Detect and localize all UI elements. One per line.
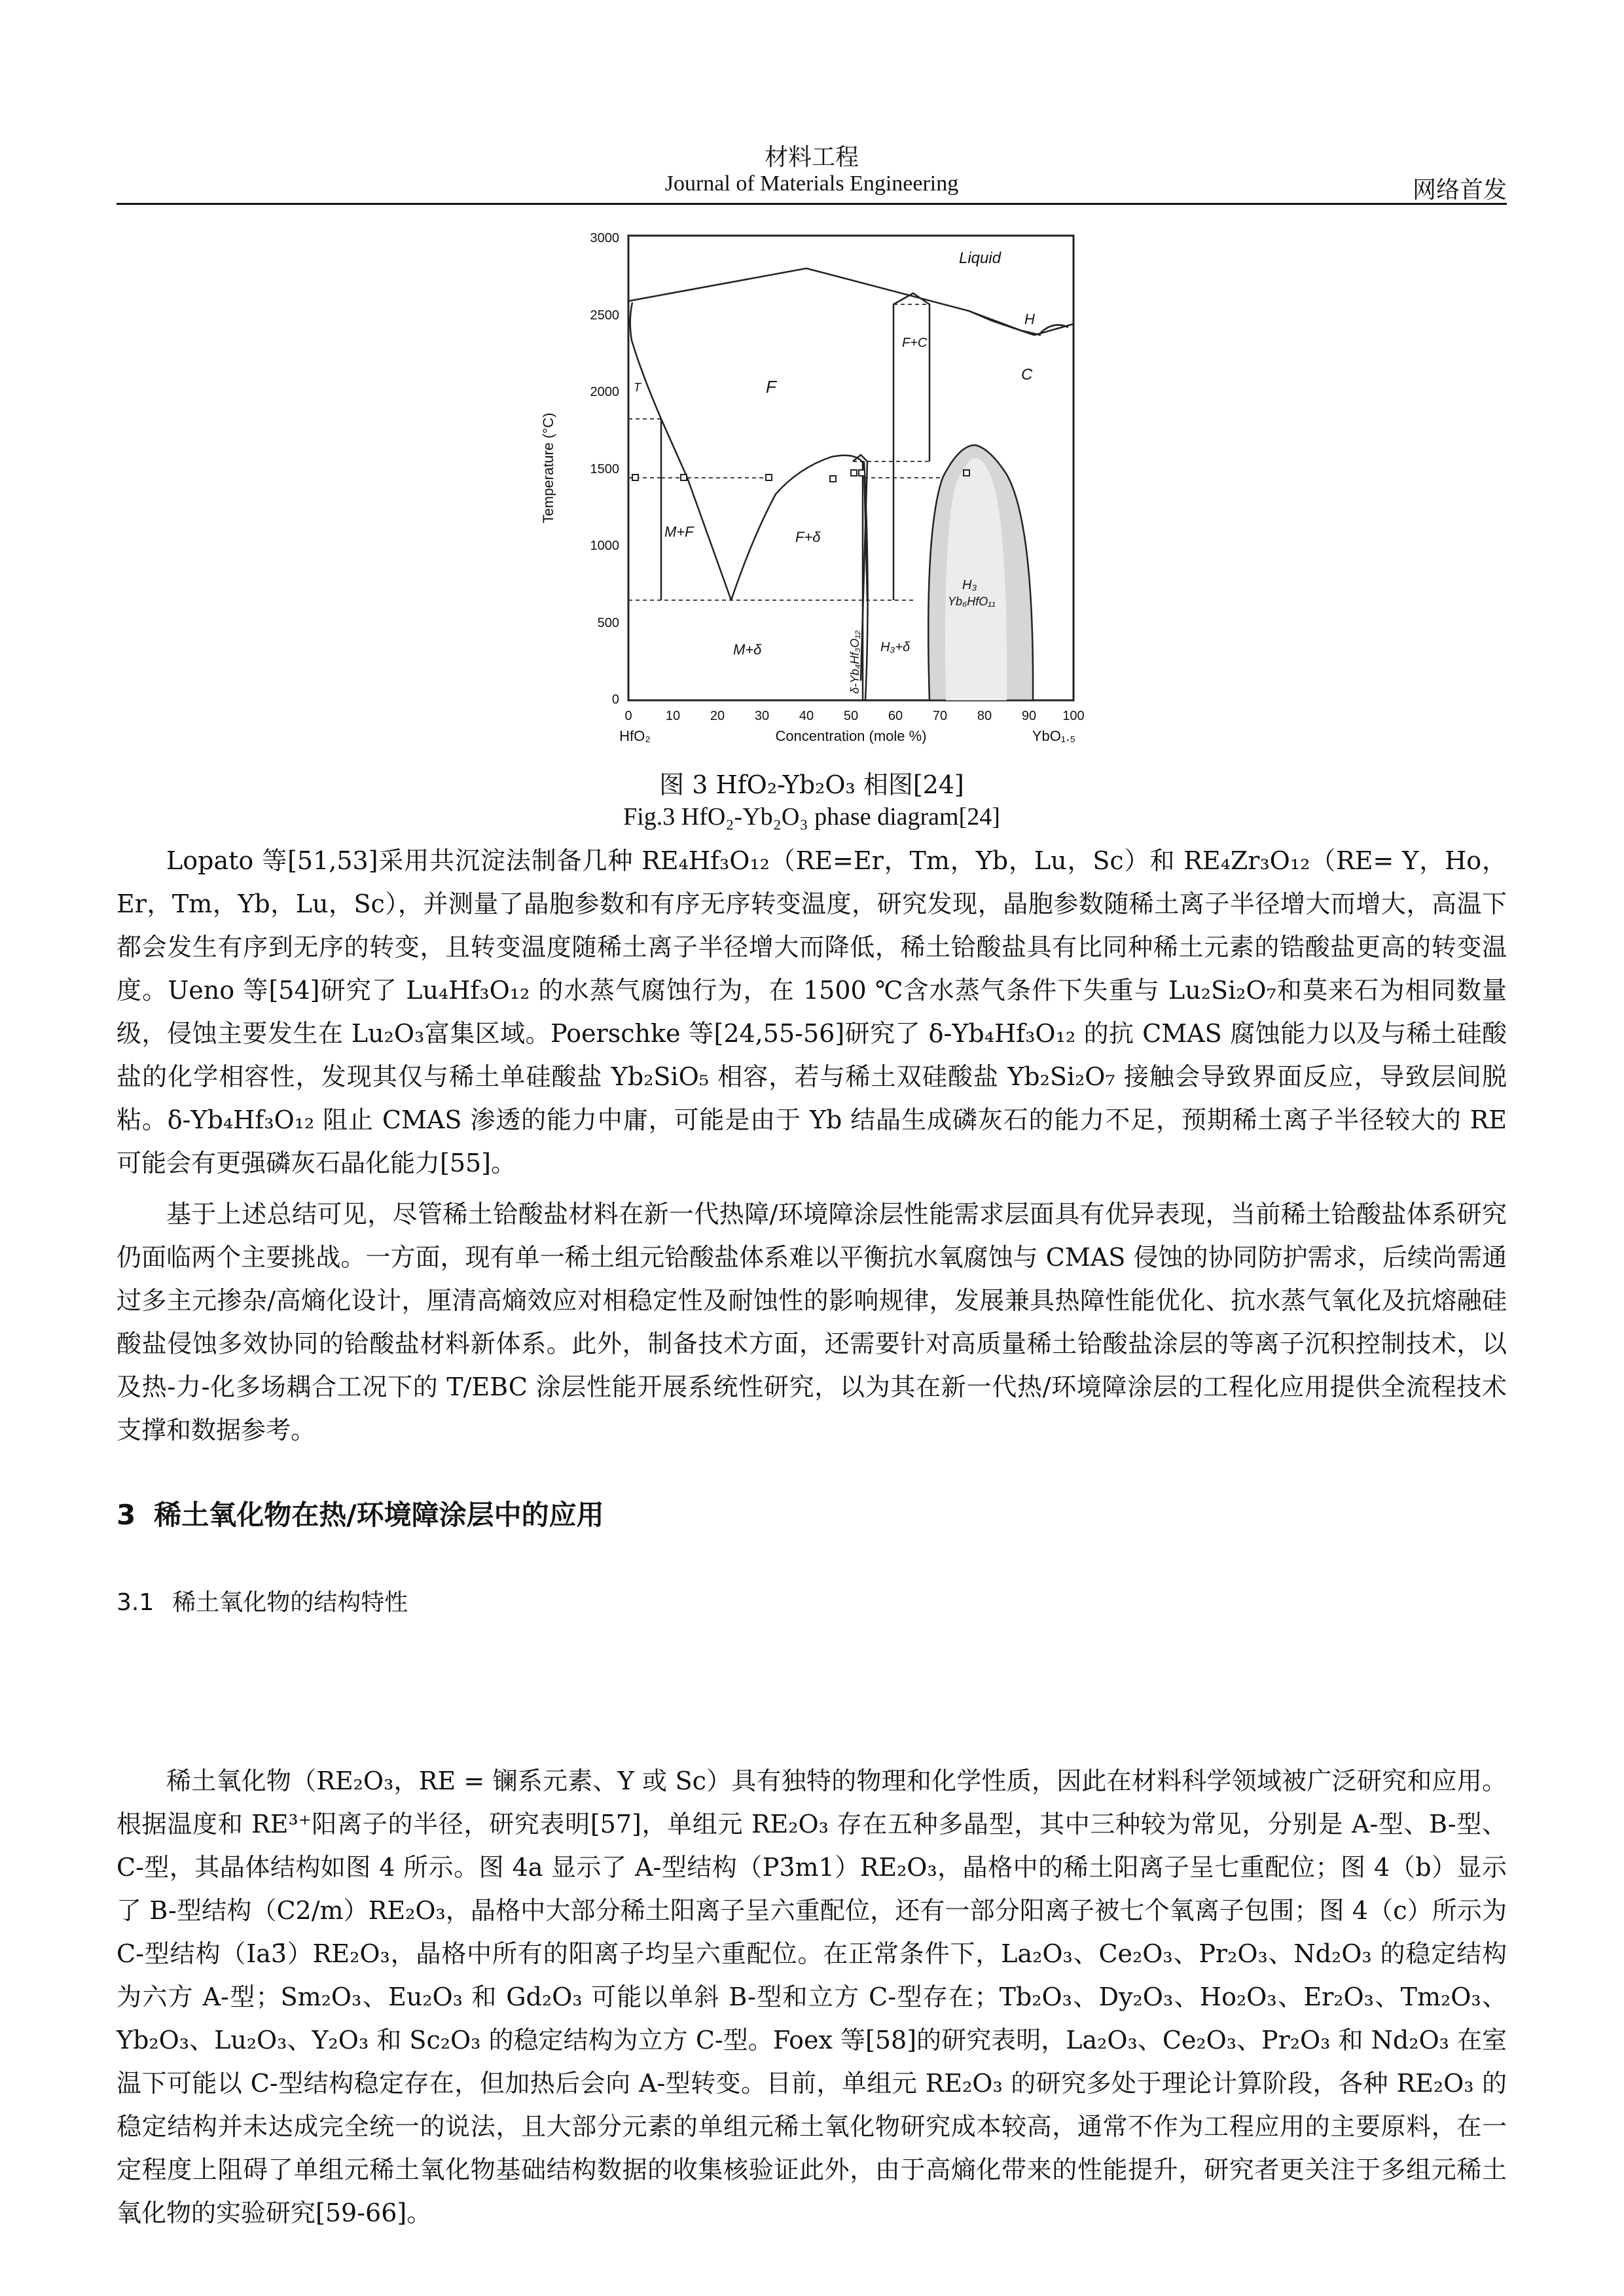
x-tick-label: 20	[710, 709, 725, 723]
y-axis-label: Temperature (°C)	[540, 412, 556, 524]
subsection-heading	[117, 1584, 426, 1617]
x-right-end-label: YbO₁.₅	[1032, 728, 1076, 744]
region-h3-formula: Yb₆HfO₁₁	[948, 595, 996, 608]
x-tick-labels	[624, 709, 1084, 723]
y-tick-label: 3000	[590, 231, 619, 245]
subsection-title: 稀土氧化物的结构特性	[172, 1589, 408, 1616]
y-tick-labels	[590, 231, 620, 707]
x-tick-label: 30	[754, 709, 770, 723]
y-tick-label: 2500	[590, 308, 619, 323]
region-fc: F+C	[902, 336, 928, 350]
region-c: C	[1021, 366, 1033, 384]
figure-caption-cn: 图 3 HfO₂-Yb₂O₃ 相图[24]	[659, 770, 964, 799]
body-paragraph-1: Lopato 等[51,53]采用共沉淀法制备几种 RE₄Hf₃O₁₂（RE=Er，Tm，Yb，Lu，Sc）和 RE₄Zr₃O₁₂（RE= Y，Ho，Er，Tm，Yb，Lu，Sc），并测量了晶胞参数和有序无序转变温度，研究发现，晶胞参数随稀土离子半径增大而增大，高温下都会发生有序到无序的转变，且转变温度随稀土离子半径增大而降低，稀土铪酸盐具有比同种稀土元素的锆酸盐更高的转变温度。Ueno 等[54]研究了 Lu₄Hf₃O₁₂ 的水蒸气腐蚀行为，在 1500 ℃含水蒸气条件下失重与 Lu₂Si₂O₇和莫来石为相同数量级，侵蚀主要发生在 Lu₂O₃富集区域。Poerschke 等[24,55-56]研究了 δ-Yb₄Hf₃O₁₂ 的抗 CMAS 腐蚀能力以及与稀土硅酸盐的化学相容性，发现其仅与稀土单硅酸盐 Yb₂SiO₅ 相容，若与稀土双硅酸盐 Yb₂Si₂O₇ 接触会导致界面反应，导致层间脱粘。δ-Yb₄Hf₃O₁₂ 阻止 CMAS 渗透的能力中庸，可能是由于 Yb 结晶生成磷灰石的能力不足，预期稀土离子半径较大的 RE 可能会有更强磷灰石晶化能力[55]。	[117, 846, 1507, 1177]
region-mdelta: M+δ	[733, 641, 762, 658]
region-fdelta: F+δ	[795, 529, 821, 545]
section-title: 稀土氧化物在热/环境障涂层中的应用	[154, 1499, 604, 1531]
page-header	[117, 139, 1507, 202]
body-paragraph-3: 稀土氧化物（RE₂O₃，RE = 镧系元素、Y 或 Sc）具有独特的物理和化学性质，因此在材料科学领域被广泛研究和应用。根据温度和 RE³⁺阳离子的半径，研究表明[57]，单组元 RE₂O₃ 存在五种多晶型，其中三种较为常见，分别是 A-型、B-型、C-型，其晶体结构如图 4 所示。图 4a 显示了 A-型结构（P3̄m1）RE₂O₃，晶格中的稀土阳离子呈七重配位；图 4（b）显示了 B-型结构（C2/m）RE₂O₃，晶格中大部分稀土阳离子呈六重配位，还有一部分阳离子被七个氧离子包围；图 4（c）所示为 C-型结构（Ia3̄）RE₂O₃，晶格中所有的阳离子均呈六重配位。在正常条件下，La₂O₃、Ce₂O₃、Pr₂O₃、Nd₂O₃ 的稳定结构为六方 A-型；Sm₂O₃、Eu₂O₃ 和 Gd₂O₃ 可能以单斜 B-型和立方 C-型存在；Tb₂O₃、Dy₂O₃、Ho₂O₃、Er₂O₃、Tm₂O₃、Yb₂O₃、Lu₂O₃、Y₂O₃ 和 Sc₂O₃ 的稳定结构为立方 C-型。Foex 等[58]的研究表明，La₂O₃、Ce₂O₃、Pr₂O₃ 和 Nd₂O₃ 在室温下可能以 C-型结构稳定存在，但加热后会向 A-型转变。目前，单组元 RE₂O₃ 的研究多处于理论计算阶段，各种 RE₂O₃ 的稳定结构并未达成完全统一的说法，且大部分元素的单组元稀土氧化物研究成本较高，通常不作为工程应用的主要原料，在一定程度上阻碍了单组元稀土氧化物基础结构数据的收集核验证此外，由于高熵化带来的性能提升，研究者更关注于多组元稀土氧化物的实验研究[59-66]。	[117, 1767, 1507, 2227]
y-tick-label: 1000	[590, 539, 619, 553]
region-t: T	[634, 381, 641, 394]
x-tick-label: 60	[888, 709, 903, 723]
section-number: 3	[117, 1499, 136, 1531]
region-f: F	[766, 377, 776, 397]
section-heading	[117, 1494, 623, 1533]
subsection-number: 3.1	[117, 1589, 154, 1616]
region-h3delta: H₃+δ	[880, 640, 911, 655]
y-tick-label: 500	[597, 616, 619, 630]
phase-diagram-figure	[524, 223, 1113, 766]
online-first-tag: 网络首发	[1412, 177, 1507, 204]
x-tick-label: 50	[843, 709, 859, 723]
journal-title-cn: 材料工程	[764, 144, 859, 171]
x-tick-label: 90	[1021, 709, 1037, 723]
x-tick-label: 0	[624, 709, 632, 723]
x-tick-label: 80	[977, 709, 992, 723]
y-tick-label: 1500	[590, 462, 619, 476]
region-mf: M+F	[664, 524, 694, 540]
body-paragraph-2: 基于上述总结可见，尽管稀土铪酸盐材料在新一代热障/环境障涂层性能需求层面具有优异表现，当前稀土铪酸盐体系研究仍面临两个主要挑战。一方面，现有单一稀土组元铪酸盐体系难以平衡抗水氧腐蚀与 CMAS 侵蚀的协同防护需求，后续尚需通过多主元掺杂/高熵化设计，厘清高熵效应对相稳定性及耐蚀性的影响规律，发展兼具热障性能优化、抗水蒸气氧化及抗熔融硅酸盐侵蚀多效协同的铪酸盐材料新体系。此外，制备技术方面，还需要针对高质量稀土铪酸盐涂层的等离子沉积控制技术，以及热-力-化多场耦合工况下的 T/EBC 涂层性能开展系统性研究，以为其在新一代热/环境障涂层的工程化应用提供全流程技术支撑和数据参考。	[117, 1200, 1507, 1444]
region-liquid: Liquid	[959, 249, 1001, 267]
region-delta-phase: δ-Yb₄Hf₃O₁₂	[848, 630, 861, 694]
header-rule	[117, 203, 1507, 205]
x-tick-label: 100	[1062, 709, 1085, 723]
x-tick-label: 10	[665, 709, 681, 723]
y-tick-label: 0	[611, 692, 619, 707]
y-tick-label: 2000	[590, 385, 619, 399]
region-h3: H₃	[962, 578, 977, 592]
phase-diagram-svg	[524, 223, 1113, 766]
x-left-end-label: HfO₂	[619, 728, 651, 744]
journal-title-en: Journal of Materials Engineering	[664, 171, 959, 196]
x-axis-label: Concentration (mole %)	[775, 728, 927, 744]
region-h: H	[1024, 311, 1035, 327]
figure-caption-en: Fig.3 HfO₂-Yb₂O₃ phase diagram[24]	[623, 803, 1000, 831]
x-tick-label: 40	[799, 709, 814, 723]
x-tick-label: 70	[932, 709, 948, 723]
